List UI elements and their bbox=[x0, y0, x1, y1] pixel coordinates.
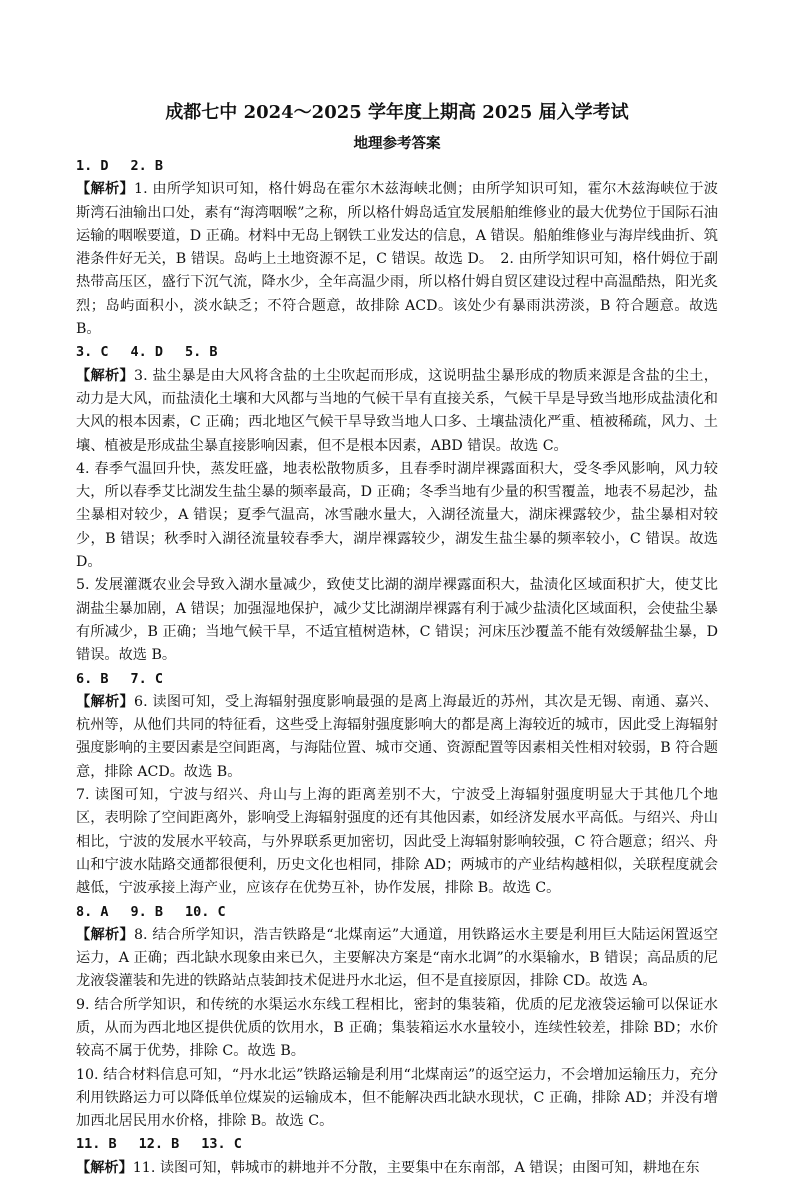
explanation-paragraph bbox=[76, 458, 718, 574]
answer-key-line bbox=[76, 901, 718, 924]
explanation-text: 4. 春季气温回升快，蒸发旺盛，地表松散物质多，且春季时湖岸裸露面积大，受冬季风影响，风力较大，所以春季艾比湖发生盐尘暴的频率最高，D 正确；冬季当地有少量的积雪覆盖，地表不易起沙，盐尘暴相对较少，A 错误；夏季气温高，冰雪融水量大，入湖径流量大，湖床裸露较少，盐尘暴相对较少，B 错误；秋季时入湖径流量较春季大，湖岸裸露较少，湖发生盐尘暴的频率较小，C 错误。故选 D。 bbox=[76, 460, 718, 571]
document-subtitle: 地理参考答案 bbox=[353, 135, 441, 152]
answer-item: 5. B bbox=[185, 344, 218, 361]
analysis-tag: 【解析】 bbox=[76, 1159, 133, 1176]
answer-key-line bbox=[76, 1133, 718, 1156]
document-title: 成都七中 2024～2025 学年度上期高 2025 届入学考试 bbox=[165, 102, 629, 123]
explanation-paragraph bbox=[76, 784, 718, 900]
explanation-paragraph bbox=[76, 178, 718, 341]
answer-key-line bbox=[76, 155, 718, 178]
answer-item: 2. B bbox=[130, 158, 164, 174]
answer-item: 6. B bbox=[76, 670, 109, 687]
analysis-tag: 【解析】 bbox=[76, 367, 135, 384]
answer-item: 11. B bbox=[76, 1136, 117, 1153]
explanation-text: 6. 读图可知，受上海辐射强度影响最强的是离上海最近的苏州，其次是无锡、南通、嘉兴、杭州等，从他们共同的特征看，这些受上海辐射强度影响大的都是离上海较近的城市，因此受上海辐射强度影响的主要因素是空间距离，与海陆位置、城市交通、资源配置等因素相关性相对较弱，B 符合题意，排除 ACD。故选 B。 bbox=[76, 693, 718, 780]
answer-content bbox=[76, 155, 718, 1180]
answer-item: 3. C bbox=[76, 344, 109, 361]
explanation-text: 8. 结合所学知识，浩吉铁路是“北煤南运”大通道，用铁路运水主要是利用巨大陆运闲置返空运力，A 正确；西北缺水现象由来已久，主要解决方案是“南水北调”的水渠输水，B 错误；高品质的尼龙液袋灌装和先进的铁路站点装卸技术促进丹水北运，但不是直接原因，排除 CD。故选 A。 bbox=[76, 926, 718, 990]
answer-item: 7. C bbox=[130, 670, 164, 687]
explanation-text: 11. 读图可知，韩城市的耕地并不分散，主要集中在东南部，A 错误；由图可知，耕地在东 bbox=[132, 1159, 700, 1176]
explanation-paragraph bbox=[76, 924, 718, 994]
explanation-paragraph bbox=[76, 574, 718, 667]
answer-key-line bbox=[76, 668, 718, 691]
answer-key-line bbox=[76, 341, 718, 364]
answer-item: 9. B bbox=[130, 903, 164, 920]
analysis-tag: 【解析】 bbox=[76, 926, 134, 943]
explanation-text: 3. 盐尘暴是由大风将含盐的土尘吹起而形成，这说明盐尘暴形成的物质来源是含盐的尘土，动力是大风，而盐渍化土壤和大风都与当地的气候干旱有直接关系，气候干旱是导致当地形成盐渍化和大风的根本因素，C 正确；西北地区气候干旱导致当地人口多、土壤盐渍化严重、植被稀疏，风力、土壤、植被是形成盐尘暴直接影响因素，但不是根本因素，ABD 错误。故选 C。 bbox=[76, 367, 718, 454]
explanation-text: 5. 发展灌溉农业会导致入湖水量减少，致使艾比湖的湖岸裸露面积大，盐渍化区域面积扩大，使艾比湖盐尘暴加剧，A 错误；加强湿地保护，减少艾比湖湖岸裸露有利于减少盐渍化区域面积，会使盐尘暴有所减少，B 正确；当地气候干旱，不适宜植树造林，C 错误；河床压沙覆盖不能有效缓解盐尘暴，D 错误。故选 B。 bbox=[76, 577, 718, 664]
explanation-text: 10. 结合材料信息可知，“丹水北运”铁路运输是利用“北煤南运”的返空运力，不会增加运输压力，充分利用铁路运力可以降低单位煤炭的运输成本，但不能解决西北缺水现状，C 正确，排除 AD；并没有增加西北居民用水价格，排除 B。故选 C。 bbox=[76, 1066, 718, 1130]
explanation-paragraph bbox=[76, 365, 718, 458]
analysis-tag: 【解析】 bbox=[76, 693, 135, 710]
explanation-text: 7. 读图可知，宁波与绍兴、舟山与上海的距离差别不大，宁波受上海辐射强度明显大于其他几个地区，表明除了空间距离外，影响受上海辐射强度的还有其他因素，如经济发展水平高低。与绍兴、舟山相比，宁波的发展水平较高，与外界联系更加密切，因此受上海辐射影响较强，C 符合题意；绍兴、舟山和宁波水陆路交通都很便利，历史文化也相同，排除 AD；两城市的产业结构越相似，关联程度就会越低，宁波承接上海产业，应该存在优势互补，协作发展，排除 B。故选 C。 bbox=[76, 787, 718, 897]
explanation-paragraph bbox=[76, 994, 718, 1064]
explanation-paragraph bbox=[76, 691, 718, 784]
answer-item: 4. D bbox=[130, 344, 164, 361]
answer-item: 13. C bbox=[201, 1136, 242, 1153]
explanation-paragraph bbox=[76, 1064, 718, 1134]
answer-item: 1. D bbox=[76, 158, 109, 174]
explanation-text: 9. 结合所学知识，和传统的水渠运水东线工程相比，密封的集装箱，优质的尼龙液袋运输可以保证水质，从而为西北地区提供优质的饮用水，B 正确；集装箱运水水量较小，连续性较差，排除 BD；水价较高不属于优势，排除 C。故选 B。 bbox=[76, 996, 718, 1060]
explanation-text: 1. 由所学知识可知，格什姆岛在霍尔木兹海峡北侧；由所学知识可知，霍尔木兹海峡位于波斯湾石油输出口处，素有“海湾咽喉”之称，所以格什姆岛适宜发展船舶维修业的最大优势位于国际石油运输的咽喉要道，D 正确。材料中无岛上钢铁工业发达的信息，A 错误。船舶维修业与海岸线曲折、筑港条件好无关，B 错误。岛屿上土地资源不足，C 错误。故选 D。 2. 由所学知识可知，格什姆位于副热带高压区，盛行下沉气流，降水少，全年高温少雨，所以格什姆自贸区建设过程中高温酷热，阳光炙烈；岛屿面积小，淡水缺乏；不符合题意，故排除 ACD。该处少有暴雨洪涝淡，B 符合题意。故选 B。 bbox=[76, 181, 718, 338]
answer-item: 12. B bbox=[138, 1136, 180, 1153]
explanation-paragraph bbox=[76, 1157, 718, 1180]
answer-item: 10. C bbox=[185, 903, 226, 920]
analysis-tag: 【解析】 bbox=[76, 181, 135, 198]
answer-item: 8. A bbox=[76, 903, 109, 920]
